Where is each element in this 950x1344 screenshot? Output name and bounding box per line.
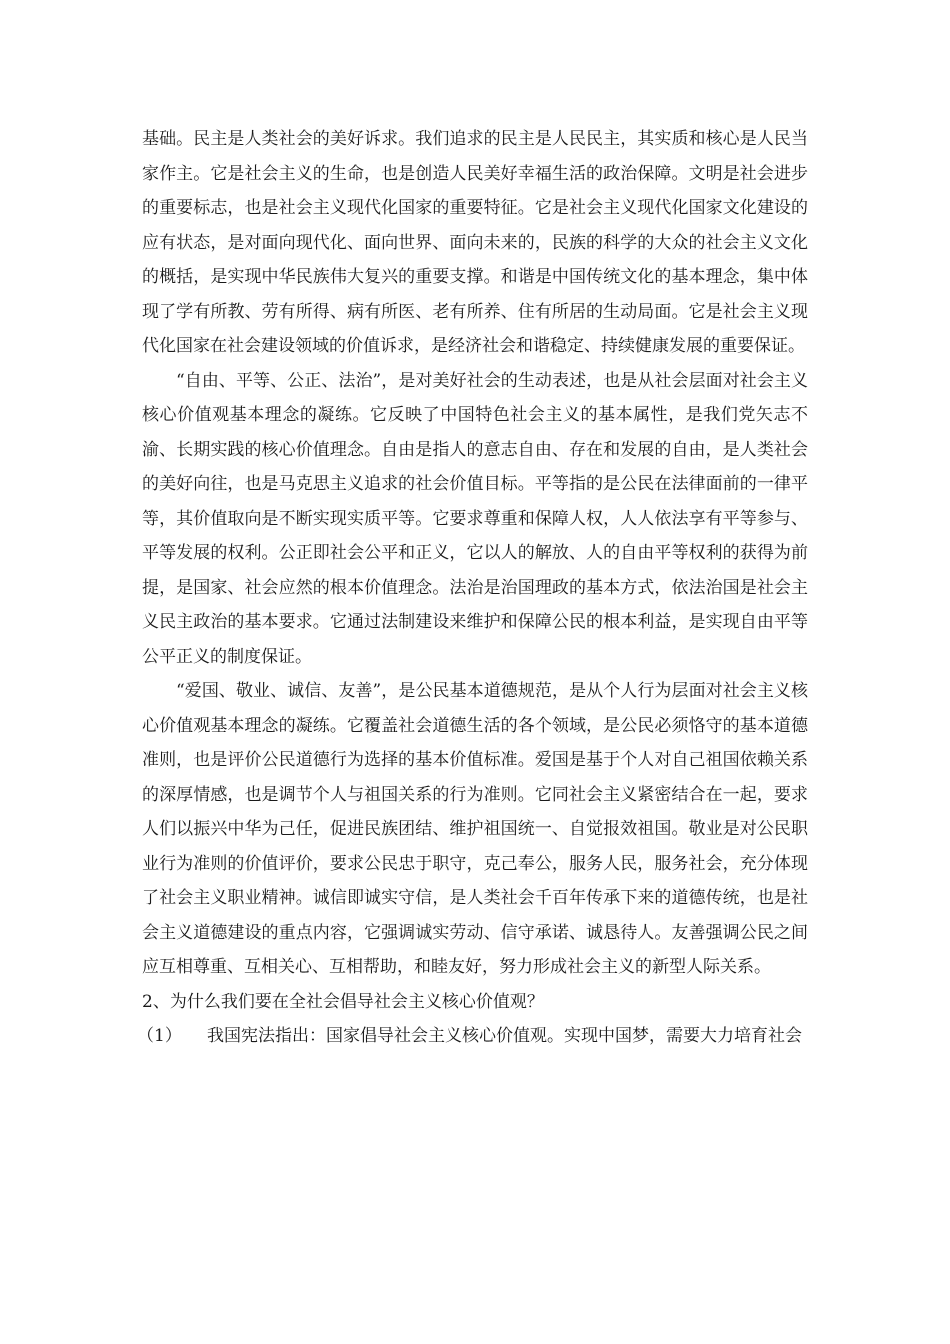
- paragraph-democracy-civilization-harmony: 基础。民主是人类社会的美好诉求。我们追求的民主是人民民主，其实质和核心是人民当家作主。它是社会主义的生命，也是创造人民美好幸福生活的政治保障。文明是社会进步的重要标志，也是社会主义现代化国家的重要特征。它是社会主义现代化国家文化建设的应有状态，是对面向现代化、面向世界、面向未来的，民族的科学的大众的社会主义文化的概括，是实现中华民族伟大复兴的重要支撑。和谐是中国传统文化的基本理念，集中体现了学有所教、劳有所得、病有所医、老有所养、住有所居的生动局面。它是社会主义现代化国家在社会建设领域的价值诉求，是经济社会和谐稳定、持续健康发展的重要保证。: [142, 129, 808, 356]
- document-body: [137, 122, 808, 1054]
- section-question: 2、为什么我们要在全社会倡导社会主义核心价值观？: [142, 991, 544, 1012]
- list-item-text: 我国宪法指出：国家倡导社会主义核心价值观。实现中国梦，需要大力培育社会: [207, 1026, 802, 1046]
- paragraph-patriotism-dedication-integrity-friendliness: “爱国、敬业、诚信、友善”，是公民基本道德规范，是从个人行为层面对社会主义核心价值观基本理念的凝练。它覆盖社会道德生活的各个领域，是公民必须恪守的基本道德准则，也是评价公民道德行为选择的基本价值标准。爱国是基于个人对自己祖国依赖关系的深厚情感，也是调节个人与祖国关系的行为准则。它同社会主义紧密结合在一起，要求人们以振兴中华为己任，促进民族团结、维护祖国统一、自觉报效祖国。敬业是对公民职业行为准则的价值评价，要求公民忠于职守，克己奉公，服务人民，服务社会，充分体现了社会主义职业精神。诚信即诚实守信，是人类社会千百年传承下来的道德传统，也是社会主义道德建设的重点内容，它强调诚实劳动、信守承诺、诚恳待人。友善强调公民之间应互相尊重、互相关心、互相帮助，和睦友好，努力形成社会主义的新型人际关系。: [142, 681, 808, 977]
- paragraph-freedom-equality-justice-rule-of-law: “自由、平等、公正、法治”，是对美好社会的生动表述，也是从社会层面对社会主义核心价值观基本理念的凝练。它反映了中国特色社会主义的基本属性，是我们党矢志不渝、长期实践的核心价值理念。自由是指人的意志自由、存在和发展的自由，是人类社会的美好向往，也是马克思主义追求的社会价值目标。平等指的是公民在法律面前的一律平等，其价值取向是不断实现实质平等。它要求尊重和保障人权，人人依法享有平等参与、平等发展的权利。公正即社会公平和正义，它以人的解放、人的自由平等权利的获得为前提，是国家、社会应然的根本价值理念。法治是治国理政的基本方式，依法治国是社会主义民主政治的基本要求。它通过法制建设来维护和保障公民的根本利益，是实现自由平等公平正义的制度保证。: [142, 370, 808, 667]
- list-item-number: （1）: [137, 1026, 182, 1046]
- list-item: [137, 1019, 808, 1054]
